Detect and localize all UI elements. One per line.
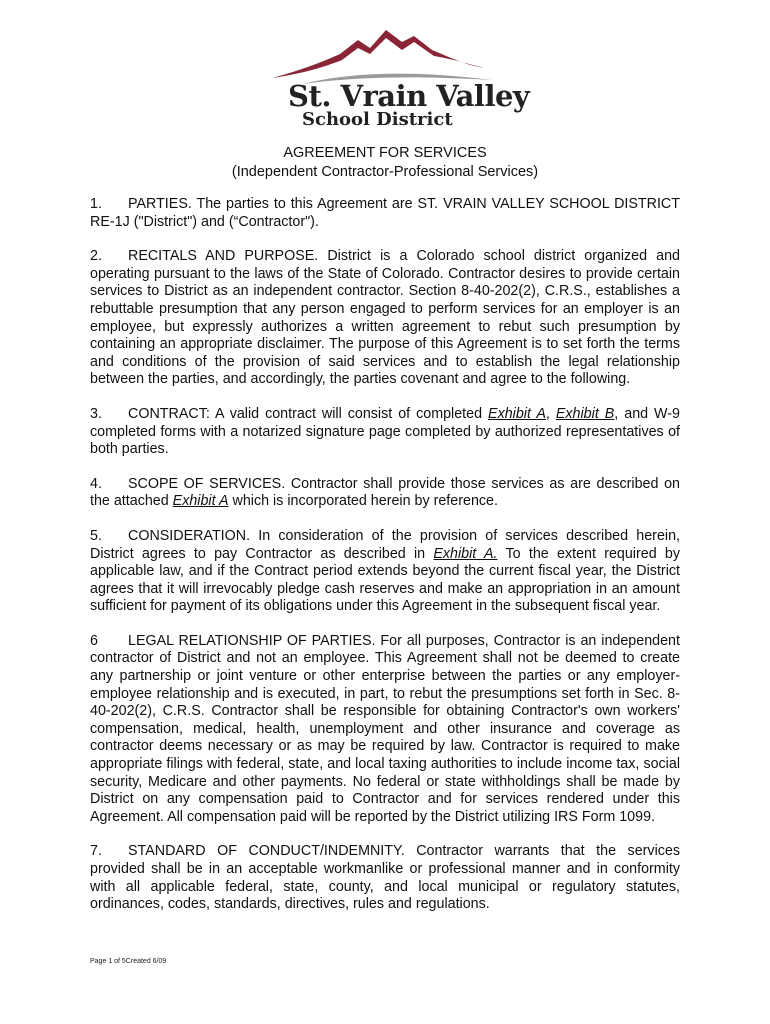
section-text: The parties to this Agreement are ST. VRAIN VALLEY SCHOOL DISTRICT RE-1J ("District") and (“Contractor"). bbox=[90, 196, 680, 230]
section-number: 1. bbox=[90, 196, 102, 212]
section-text: In consideration of the provision of services described herein, District agrees to pay Contractor as described in bbox=[90, 527, 680, 562]
exhibit-a-reference: Exhibit A bbox=[172, 493, 229, 510]
section-text: which is incorporated herein by reference. bbox=[228, 493, 498, 510]
section-text: To the extent required by applicable law, and if the Contract period extends beyond the current fiscal year, the District agrees that it will irrevocably pledge cash reserves and make an appropriation in an amount sufficient for payment of its obligations under this Agreement in the subsequent fiscal year. bbox=[90, 545, 680, 615]
logo-name-line1: St. Vrain Valley bbox=[288, 79, 530, 113]
section-standard-of-conduct bbox=[90, 843, 680, 913]
section-text: , and W-9 completed forms with a notarized signature page completed by authorized representatives of both parties. bbox=[90, 405, 681, 458]
title-line1: AGREEMENT FOR SERVICES bbox=[283, 145, 487, 161]
section-number: 3. bbox=[90, 405, 102, 422]
section-text: District is a Colorado school district organized and operating pursuant to the laws of the State of Colorado. Contractor desires to provide certain services to District as an independent contractor. Section 8-40-202(2), C.R.S., establishes a rebuttable presumption that any person engaged to perform services for an employer is an employee, but expressly authorizes a written agreement to rebut such presumption by containing an appropriate disclaimer. The purpose of this Agreement is to set forth the terms and conditions of the provision of said services and to establish the legal relationship between the parties, and accordingly, the parties covenant and agree to the following. bbox=[90, 248, 680, 388]
agreement-body bbox=[90, 196, 680, 931]
section-heading: SCOPE OF SERVICES. bbox=[128, 475, 286, 492]
section-scope bbox=[90, 476, 680, 511]
section-parties bbox=[90, 196, 680, 231]
section-recitals bbox=[90, 248, 680, 389]
section-text: A valid contract will consist of completed bbox=[209, 405, 489, 422]
exhibit-b-reference: Exhibit B bbox=[555, 405, 615, 422]
section-heading: RECITALS AND PURPOSE. bbox=[128, 248, 319, 265]
section-text: For all purposes, Contractor is an independent contractor of District and not an employee. This Agreement shall not be deemed to create any partnership or joint venture or other enterprise between the parties or any employer-employee relationship and is executed, in part, to rebut the presumptions set forth in Sec. 8-40-202(2), C.R.S. Contractor shall be responsible for obtaining Contractor's own workers' compensation, medical, health, unemployment and other insurance and coverage as contractor deems necessary or as may be required by law. Contractor is required to make appropriate filings with federal, state, and local taxing authorities to include income tax, social security, Medicare and other payments. No federal or state withholdings shall be made by District on any compensation paid to Contractor and for services rendered under this Agreement. All compensation paid will be reported by the District utilizing IRS Form 1099. bbox=[90, 632, 680, 825]
section-legal-relationship bbox=[90, 633, 680, 827]
section-heading: LEGAL RELATIONSHIP OF PARTIES. bbox=[128, 632, 376, 649]
agreement-title bbox=[0, 144, 770, 182]
page-footer: Page 1 of 5Created 6/09 bbox=[90, 958, 167, 965]
section-heading: STANDARD OF CONDUCT/INDEMNITY. bbox=[128, 843, 405, 860]
section-number: 4. bbox=[90, 475, 102, 492]
section-contract bbox=[90, 406, 680, 459]
mountain-logo-icon bbox=[262, 26, 502, 86]
section-text: Contractor warrants that the services provided shall be in an acceptable workmanlike or professional manner and in conformity with all applicable federal, state, county, and local municipal or regulatory statutes, ordinances, codes, standards, directives, rules and regulations. bbox=[90, 843, 680, 913]
section-text: Contractor shall provide those services as are described on the attached bbox=[90, 475, 680, 510]
section-number: 5. bbox=[90, 527, 102, 544]
section-number: 2. bbox=[90, 248, 102, 265]
section-heading: CONSIDERATION. bbox=[128, 527, 251, 544]
section-heading: PARTIES. bbox=[128, 196, 192, 212]
section-text: , bbox=[545, 405, 556, 422]
section-consideration bbox=[90, 528, 680, 616]
logo-name-line2: School District bbox=[302, 109, 453, 130]
exhibit-a-reference: Exhibit A. bbox=[433, 545, 498, 562]
title-line2: (Independent Contractor-Professional Services) bbox=[231, 164, 539, 180]
district-logo bbox=[262, 26, 530, 132]
exhibit-a-reference: Exhibit A bbox=[488, 405, 546, 422]
section-number: 6 bbox=[90, 632, 98, 649]
section-number: 7. bbox=[90, 843, 102, 860]
section-heading: CONTRACT: bbox=[128, 405, 210, 422]
